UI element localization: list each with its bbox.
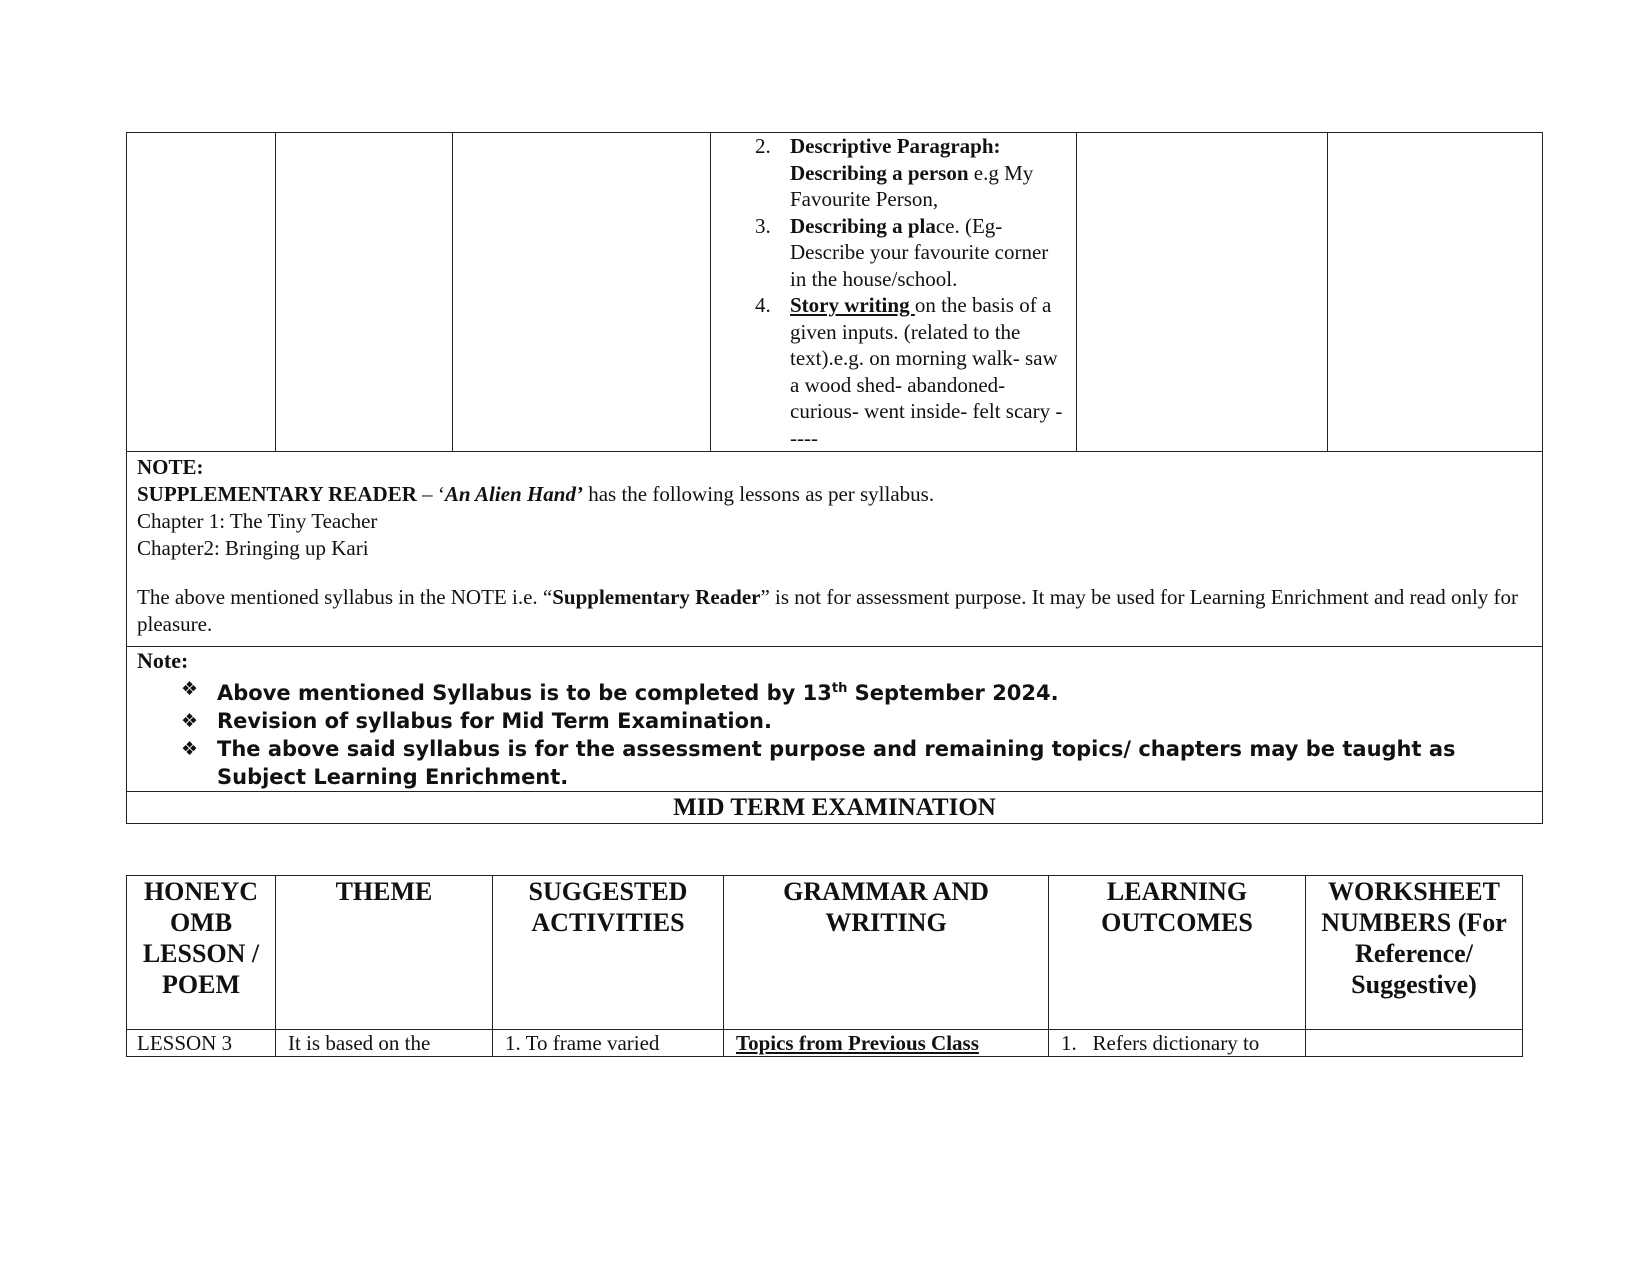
completion-note — [127, 647, 1543, 792]
item-text: September 2024. — [847, 681, 1059, 705]
item-text: Revision of syllabus for Mid Term Examination. — [217, 709, 772, 733]
item-number: 4. — [755, 293, 771, 317]
table-header-row — [127, 876, 1523, 1030]
diamond-bullet-icon: ❖ — [181, 738, 199, 760]
item-heading: Story writing — [790, 293, 915, 317]
cell-outcomes: 1. Refers dictionary to — [1049, 1030, 1306, 1057]
note-text: ” is not for assessment purpose. It may be used for Learning Enrichment and read only for pleasure. — [137, 585, 1519, 636]
header-activities: SUGGESTED ACTIVITIES — [493, 876, 724, 1030]
writing-topics-list — [711, 133, 1076, 451]
table-row — [127, 452, 1543, 647]
assessment-note — [137, 584, 1532, 638]
diamond-bullet-icon: ❖ — [181, 678, 199, 700]
note-text: The above mentioned syllabus in the NOTE i.e. “ — [137, 585, 553, 609]
cell-grammar: Topics from Previous Class — [724, 1030, 1049, 1057]
table-row — [127, 647, 1543, 792]
list-item — [711, 292, 1076, 451]
grammar-writing-cell — [711, 133, 1077, 452]
table-row — [127, 792, 1543, 824]
worksheet-cell — [1328, 133, 1543, 452]
supplementary-text: has the following lessons as per syllabus. — [582, 482, 935, 506]
item-text: Above mentioned Syllabus is to be completed by 13 — [217, 681, 832, 705]
chapter-1: Chapter 1: The Tiny Teacher — [137, 509, 378, 533]
header-lesson: HONEYC OMB LESSON / POEM — [127, 876, 276, 1030]
header-theme: THEME — [276, 876, 493, 1030]
note-title: NOTE: — [137, 455, 204, 479]
supplementary-label: SUPPLEMENTARY READER — [137, 482, 417, 506]
table-row — [127, 1030, 1523, 1057]
item-number: 3. — [755, 213, 771, 238]
item-text: e.g My Favourite Person, — [790, 160, 1034, 211]
item-text: The above said syllabus is for the assessment purpose and remaining topics/ chapters may be taught as Subject Learning Enrichment. — [217, 737, 1456, 789]
table-row — [127, 133, 1543, 452]
item-text: ce. (Eg- Describe your favourite corner in the house/school. — [790, 213, 1049, 291]
note-list — [137, 675, 1532, 791]
cell-theme: It is based on the — [276, 1030, 493, 1057]
item-heading: Descriptive Paragraph: Describing a person — [790, 134, 1001, 185]
cell-activities: 1. To frame varied — [493, 1030, 724, 1057]
header-grammar: GRAMMAR AND WRITING — [724, 876, 1049, 1030]
cell-lesson: LESSON 3 — [127, 1030, 276, 1057]
lesson-cell — [127, 133, 276, 452]
note-title: Note: — [137, 648, 189, 673]
header-outcomes: LEARNING OUTCOMES — [1049, 876, 1306, 1030]
list-item — [137, 735, 1532, 791]
list-item — [137, 675, 1532, 707]
list-item — [137, 707, 1532, 735]
item-number: 2. — [755, 134, 771, 158]
activities-cell — [453, 133, 711, 452]
item-heading: Describing a pla — [790, 213, 936, 238]
header-worksheet: WORKSHEET NUMBERS (For Reference/ Suggestive) — [1306, 876, 1523, 1030]
superscript: th — [831, 681, 848, 696]
learning-outcomes-cell — [1077, 133, 1328, 452]
item-text: on the basis of a given inputs. (related to the text).e.g. on morning walk- saw a wood shed- abandoned- curious- went inside- felt scary ----- — [790, 293, 1063, 450]
supplementary-line — [137, 481, 1532, 508]
chapter-2: Chapter2: Bringing up Kari — [137, 536, 369, 560]
book-title: An Alien Hand’ — [444, 482, 583, 506]
theme-cell — [276, 133, 453, 452]
diamond-bullet-icon: ❖ — [181, 710, 199, 732]
mid-term-syllabus-table — [126, 875, 1523, 1057]
list-item — [711, 133, 1076, 213]
cell-worksheet — [1306, 1030, 1523, 1057]
dash-text: – ‘ — [416, 482, 445, 506]
list-item — [711, 213, 1076, 293]
supplementary-note — [127, 452, 1543, 647]
note-bold-text: Supplementary Reader — [552, 585, 761, 609]
mid-term-heading: MID TERM EXAMINATION — [127, 792, 1543, 824]
syllabus-table-continued — [126, 132, 1543, 824]
